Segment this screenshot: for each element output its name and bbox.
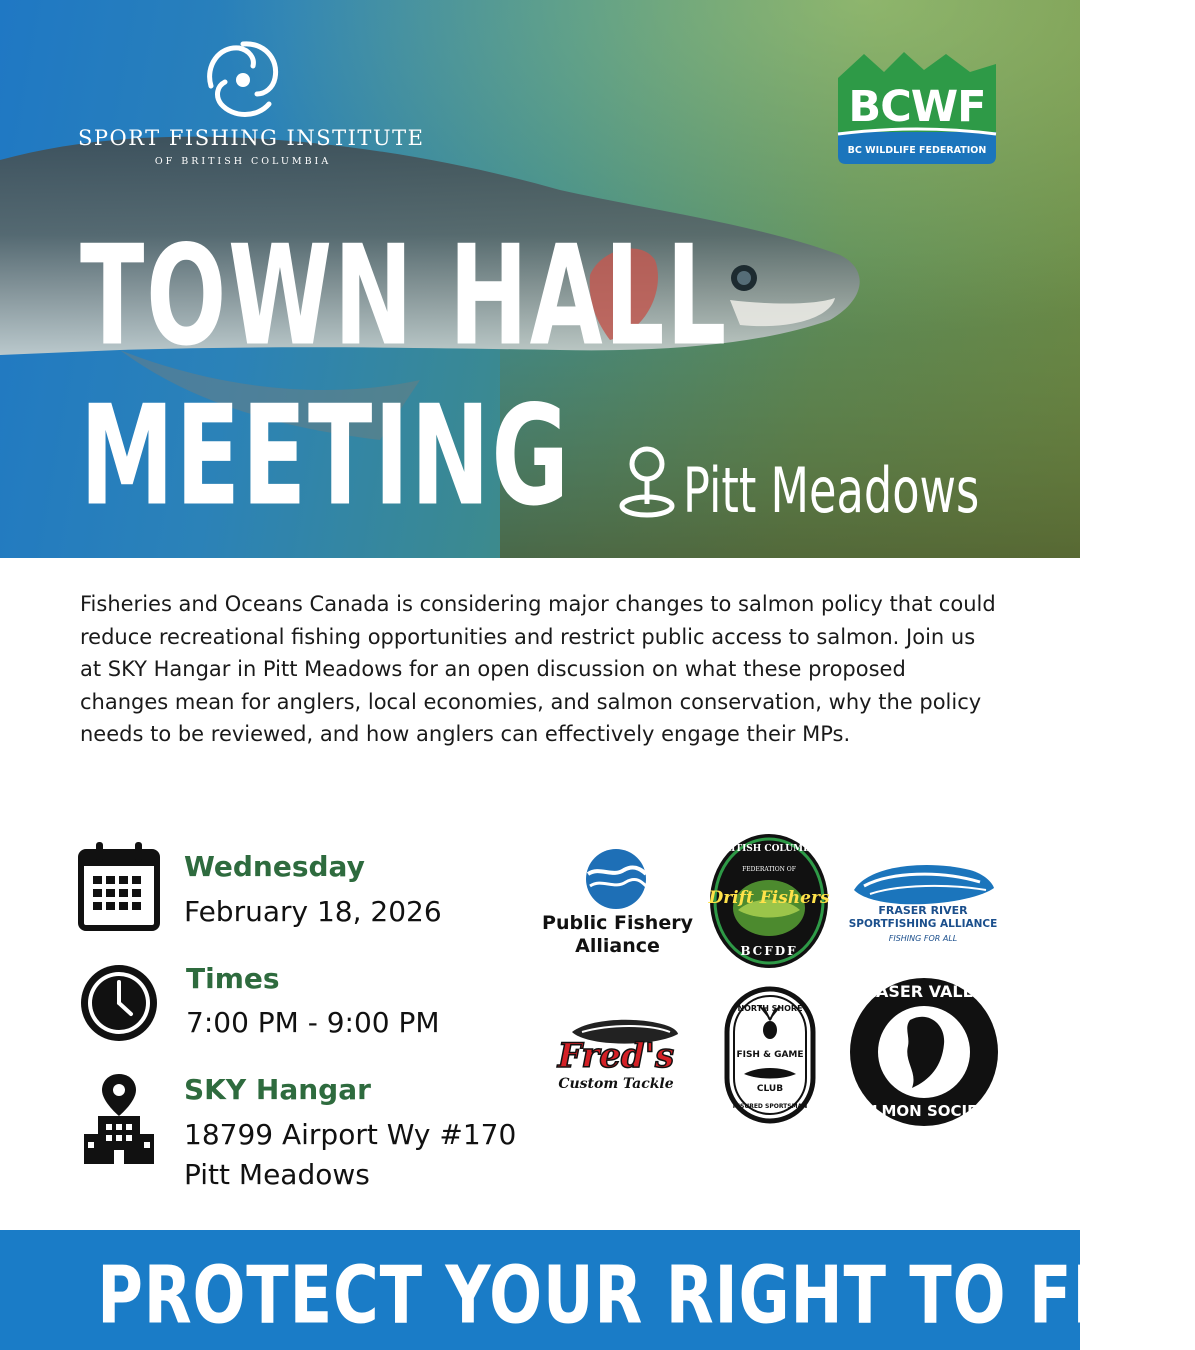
banner-slogan: PROTECT YOUR RIGHT TO FISH: [97, 1248, 1195, 1342]
frsa-line2: SPORTFISHING ALLIANCE: [848, 918, 998, 930]
sport-fishing-institute-logo: [78, 36, 425, 167]
bottom-banner: [0, 1230, 1195, 1350]
bcwf-logo: [834, 50, 1000, 165]
venue-label: SKY Hangar: [184, 1073, 371, 1106]
fraser-valley-salmon-society-logo: [848, 976, 1000, 1128]
frsa-logo: [846, 860, 1000, 952]
bcfdf-top: BRITISH COLUMBIA: [716, 844, 822, 854]
bcfdf-name: Drift Fishers: [708, 888, 830, 908]
pfa-line2: Alliance: [575, 935, 660, 957]
nsfg-bottom: INSURED SPORTSMAN: [732, 1103, 808, 1110]
bcwf-subtitle: BC WILDLIFE FEDERATION: [847, 145, 987, 156]
fvss-bottom: SALMON SOCIETY: [849, 1102, 999, 1120]
date-label: Wednesday: [184, 850, 365, 883]
nsfg-club: CLUB: [756, 1084, 784, 1094]
location-name: Pitt Meadows: [683, 454, 980, 527]
pfa-wave-icon: [584, 848, 648, 910]
freds-custom-tackle-logo: [540, 1014, 692, 1098]
pfa-line1: Public Fishery: [542, 912, 693, 934]
venue-building-icon: [84, 1072, 154, 1166]
nsfg-top: NORTH SHORE: [737, 1004, 803, 1013]
location-tag: [617, 444, 980, 527]
frsa-line3: FISHING FOR ALL: [888, 934, 958, 943]
bcfdf-bottom: BCFDF: [740, 944, 798, 958]
freds-line1: Fred's: [557, 1036, 675, 1076]
venue-city: Pitt Meadows: [184, 1158, 370, 1191]
calendar-icon: [78, 842, 160, 932]
bcfdf-mid: FEDERATION OF: [742, 866, 796, 873]
map-pin-icon: [617, 444, 677, 520]
sfi-subtitle: OF BRITISH COLUMBIA: [154, 156, 332, 167]
fvss-top: FRASER VALLEY: [852, 982, 996, 1001]
title-line-1: TOWN HALL: [80, 216, 728, 378]
public-fishery-alliance-logo: [540, 848, 695, 960]
salmon-emblem-icon: [197, 36, 289, 120]
north-shore-fish-game-logo: [724, 986, 816, 1124]
clock-icon: [78, 962, 160, 1044]
time-value: 7:00 PM - 9:00 PM: [186, 1006, 440, 1039]
time-label: Times: [186, 962, 280, 995]
bcwf-wordmark: BCWF: [848, 82, 986, 132]
frsa-line1: FRASER RIVER: [878, 904, 968, 917]
event-description: Fisheries and Oceans Canada is considering major changes to salmon policy that could reduce recreational fishing opportunities and restrict public access to salmon. Join us at SKY Hangar in Pitt Meadows for an open discussion on what these proposed changes mean for anglers, local economies, and salmon conservation, why the policy needs to be reviewed, and how anglers can effectively engage their MPs.: [80, 592, 996, 747]
venue-address: 18799 Airport Wy #170: [184, 1118, 517, 1151]
freds-line2: Custom Tackle: [558, 1076, 674, 1092]
sfi-name: SPORT FISHING INSTITUTE: [78, 126, 425, 150]
frsa-fish-icon: [850, 860, 996, 910]
bcfdf-logo: [708, 832, 830, 970]
hero-banner: [0, 0, 1080, 558]
nsfg-mid: FISH & GAME: [736, 1050, 804, 1060]
title-line-2: MEETING: [80, 376, 571, 538]
date-value: February 18, 2026: [184, 895, 442, 928]
